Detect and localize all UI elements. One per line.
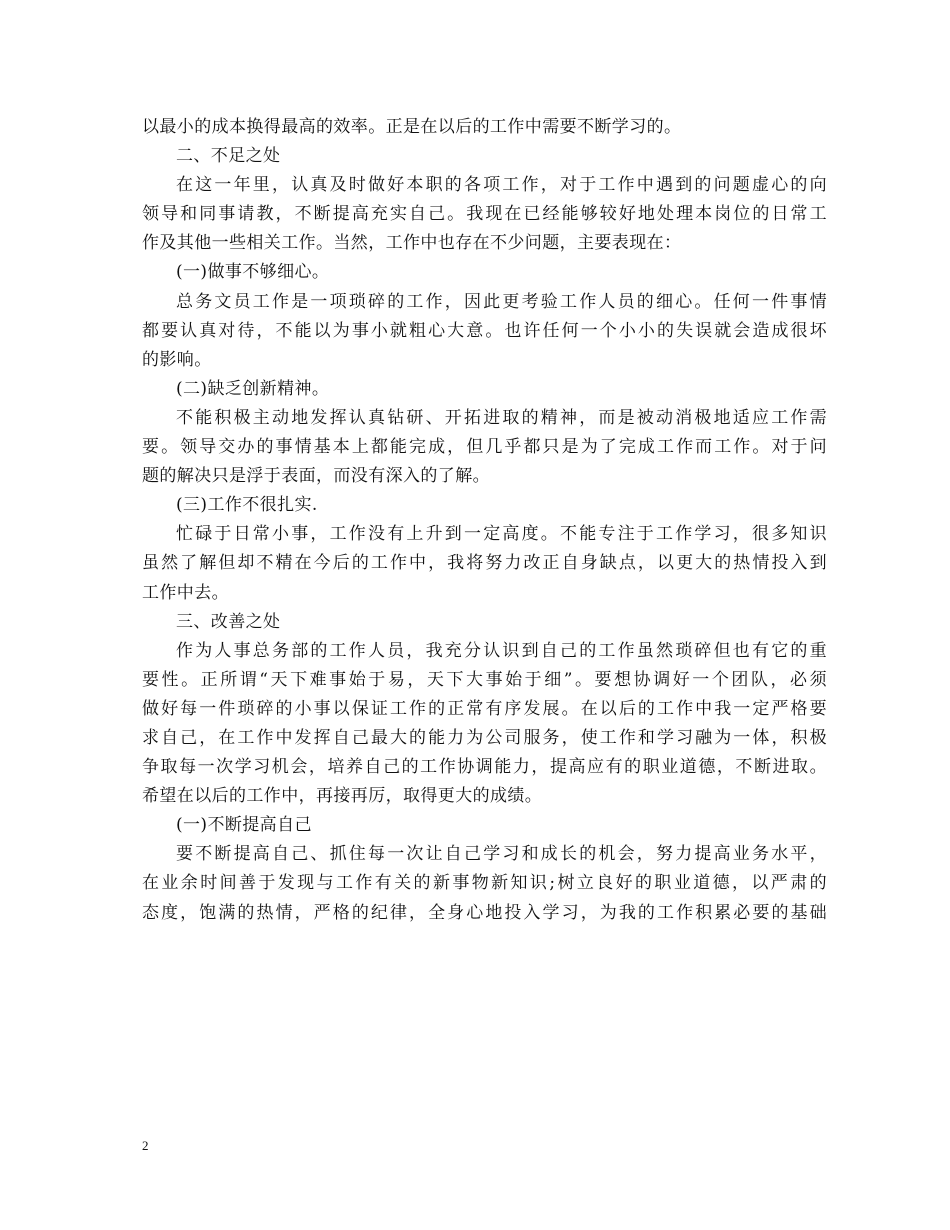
text-line: 忙碌于日常小事，工作没有上升到一定高度。不能专注于工作学习，很多知识: [176, 524, 827, 545]
text-line: 作及其他一些相关工作。当然，工作中也存在不少问题，主要表现在：: [142, 233, 682, 254]
text-line: (一)不断提高自己: [176, 815, 312, 836]
text-line: 三、改善之处: [176, 611, 281, 632]
text-line: 总务文员工作是一项琐碎的工作，因此更考验工作人员的细心。任何一件事情: [176, 291, 827, 312]
text-line: 争取每一次学习机会，培养自己的工作协调能力，提高应有的职业道德，不断进取。: [142, 757, 827, 778]
text-line: 工作中去。: [142, 582, 229, 603]
text-line: 希望在以后的工作中，再接再厉，取得更大的成绩。: [142, 786, 543, 807]
text-line: (二)缺乏创新精神。: [176, 378, 330, 399]
text-line: 要性。正所谓“天下难事始于易，天下大事始于细”。要想协调好一个团队，必须: [142, 669, 827, 690]
text-line: 在业余时间善于发现与工作有关的新事物新知识;树立良好的职业道德，以严肃的: [142, 873, 827, 894]
text-line: (一)做事不够细心。: [176, 262, 330, 283]
text-line: 领导和同事请教，不断提高充实自己。我现在已经能够较好地处理本岗位的日常工: [142, 204, 827, 225]
text-line: 作为人事总务部的工作人员，我充分认识到自己的工作虽然琐碎但也有它的重: [176, 640, 827, 661]
text-line: 二、不足之处: [176, 146, 281, 167]
text-line: 要。领导交办的事情基本上都能完成，但几乎都只是为了完成工作而工作。对于问: [142, 437, 827, 458]
text-line: 求自己，在工作中发挥自己最大的能力为公司服务，使工作和学习融为一体，积极: [142, 727, 827, 748]
text-line: 不能积极主动地发挥认真钻研、开拓进取的精神，而是被动消极地适应工作需: [176, 407, 827, 428]
page-number: 2: [142, 1138, 149, 1153]
text-line: 虽然了解但却不精在今后的工作中，我将努力改正自身缺点，以更大的热情投入到: [142, 553, 827, 574]
text-line: 题的解决只是浮于表面，而没有深入的了解。: [142, 466, 490, 487]
text-line: 要不断提高自己、抓住每一次让自己学习和成长的机会，努力提高业务水平，: [176, 844, 827, 865]
text-line: 都要认真对待，不能以为事小就粗心大意。也许任何一个小小的失误就会造成很坏: [142, 320, 827, 341]
text-line: (三)工作不很扎实.: [176, 495, 318, 516]
document-body: [142, 113, 827, 928]
text-line: 做好每一件琐碎的小事以保证工作的正常有序发展。在以后的工作中我一定严格要: [142, 698, 827, 719]
text-line: 的影响。: [142, 349, 212, 370]
text-line: 在这一年里，认真及时做好本职的各项工作，对于工作中遇到的问题虚心的向: [176, 175, 827, 196]
text-line: 态度，饱满的热情，严格的纪律，全身心地投入学习，为我的工作积累必要的基础: [142, 902, 827, 923]
text-line: 以最小的成本换得最高的效率。正是在以后的工作中需要不断学习的。: [142, 117, 682, 137]
